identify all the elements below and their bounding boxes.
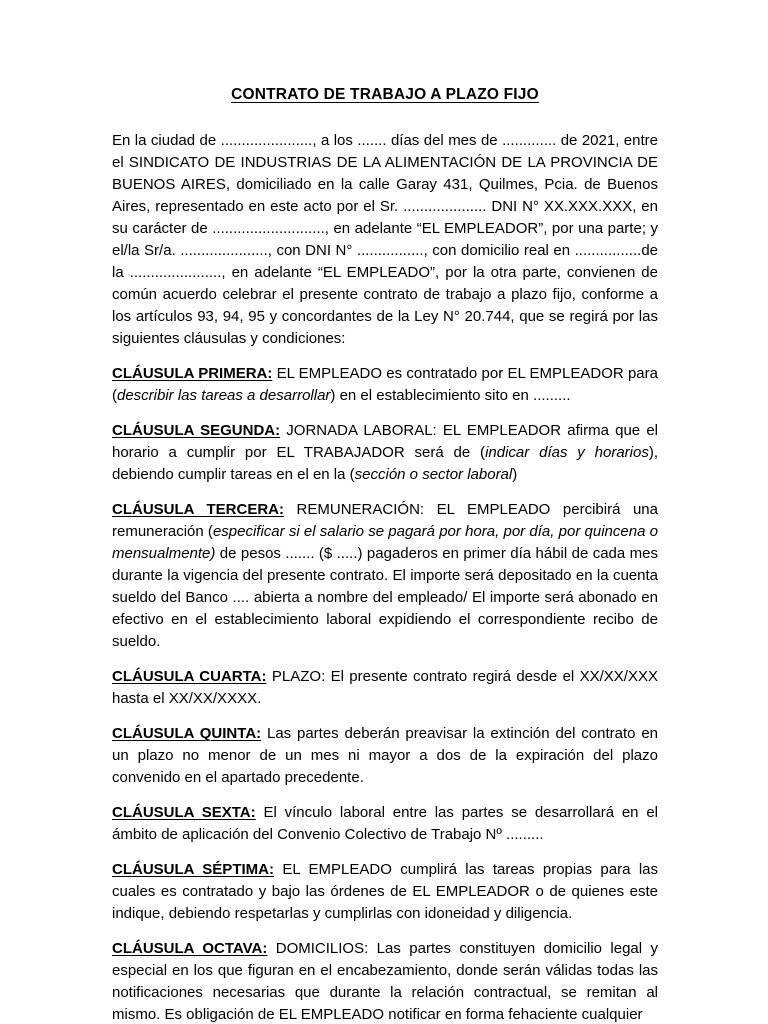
intro-paragraph: En la ciudad de ......................, a los ....... días del mes de ............. de 2021, entre el SINDICATO DE INDUSTRIAS DE LA ALIMENTACIÓN DE LA PROVINCIA DE BUENOS AIRES, domiciliado en la calle Garay 431, Quilmes, Pcia. de Buenos Aires, representado en este acto por el Sr. .................... DNI N° XX.XXX.XXX, en su carácter de ..........................., en adelante “EL EMPLEADOR”, por una parte; y el/la Sr/a. ....................., con DNI N° ................, con domicilio real en ................de la ......................, en adelante “EL EMPLEADO”, por la otra parte, convienen de común acuerdo celebrar el presente contrato de trabajo a plazo fijo, conforme a los artículos 93, 94, 95 y concordantes de la Ley N° 20.744, que se regirá por las siguientes cláusulas y condiciones: xyxy=(112,132,658,348)
clause-heading-septima: CLÁUSULA SÉPTIMA: xyxy=(112,861,274,879)
clause-tercera xyxy=(112,499,658,653)
clause-primera-segment-0: EL EMPLEADO es contratado por EL EMPLEADOR para ( xyxy=(112,365,658,405)
clause-primera-segment-1: describir las tareas a desarrollar xyxy=(117,387,331,405)
clause-segunda xyxy=(112,420,658,486)
page-title xyxy=(112,0,658,104)
clause-septima-segment-0: EL EMPLEADO cumplirá las tareas propias para las cuales es contratado y bajo las órdenes de EL EMPLEADOR o de quienes este indique, debiendo respetarlas y cumplirlas con idoneidad y diligencia. xyxy=(112,861,658,923)
clause-heading-sexta: CLÁUSULA SEXTA: xyxy=(112,804,256,822)
clause-cuarta-segment-0: PLAZO: El presente contrato regirá desde el XX/XX/XXX hasta el XX/XX/XXXX. xyxy=(112,668,658,708)
clause-heading-primera: CLÁUSULA PRIMERA: xyxy=(112,365,273,383)
clause-octava-segment-0: DOMICILIOS: Las partes constituyen domicilio legal y especial en los que figuran en el encabezamiento, donde serán válidas todas las notificaciones necesarias que durante la relación contractual, se remitan al mismo. Es obligación de EL EMPLEADO notificar en forma fehaciente cualquier xyxy=(112,940,659,1024)
clause-heading-segunda: CLÁUSULA SEGUNDA: xyxy=(112,422,281,440)
clause-primera-segment-2: ) en el establecimiento sito en ......... xyxy=(330,387,571,405)
clause-segunda-segment-4: ) xyxy=(512,466,518,484)
clause-cuarta xyxy=(112,666,658,710)
clause-tercera-segment-2: de pesos ....... ($ .....) pagaderos en primer día hábil de cada mes durante la vigencia del presente contrato. El importe será depositado en la cuenta sueldo del Banco .... abierta a nombre del empleado/ El importe será abonado en efectivo en el establecimiento laboral expidiendo el correspondiente recibo de sueldo. xyxy=(112,545,658,651)
clause-segunda-segment-3: sección o sector laboral xyxy=(354,466,513,484)
clause-quinta-segment-0: Las partes deberán preavisar la extinción del contrato en un plazo no menor de un mes ni mayor a dos de la expiración del plazo convenido en el apartado precedente. xyxy=(112,725,659,787)
clause-tercera-segment-0: REMUNERACIÓN: EL EMPLEADO percibirá una remuneración ( xyxy=(112,501,658,541)
clause-segunda-segment-0: JORNADA LABORAL: EL EMPLEADOR afirma que el horario a cumplir por EL TRABAJADOR será de ( xyxy=(112,422,658,462)
clause-heading-tercera: CLÁUSULA TERCERA: xyxy=(112,501,284,519)
document-body xyxy=(112,0,658,1024)
clause-sexta-segment-0: El vínculo laboral entre las partes se desarrollará en el ámbito de aplicación del Convenio Colectivo de Trabajo Nº ......... xyxy=(112,804,659,844)
clause-quinta xyxy=(112,723,658,789)
clause-tercera-segment-1: especificar si el salario se pagará por hora, por día, por quincena o mensualmente) xyxy=(112,523,658,563)
clause-segunda-segment-2: ), debiendo cumplir tareas en el en la ( xyxy=(112,444,659,484)
clause-list xyxy=(112,363,658,1024)
clause-heading-quinta: CLÁUSULA QUINTA: xyxy=(112,725,262,743)
clause-sexta xyxy=(112,802,658,846)
clause-heading-cuarta: CLÁUSULA CUARTA: xyxy=(112,668,267,686)
clause-primera xyxy=(112,363,658,407)
clause-septima xyxy=(112,859,658,925)
clause-octava xyxy=(112,938,658,1024)
clause-heading-octava: CLÁUSULA OCTAVA: xyxy=(112,940,268,958)
clause-segunda-segment-1: indicar días y horarios xyxy=(485,444,649,462)
page-title-text: CONTRATO DE TRABAJO A PLAZO FIJO xyxy=(231,86,539,103)
